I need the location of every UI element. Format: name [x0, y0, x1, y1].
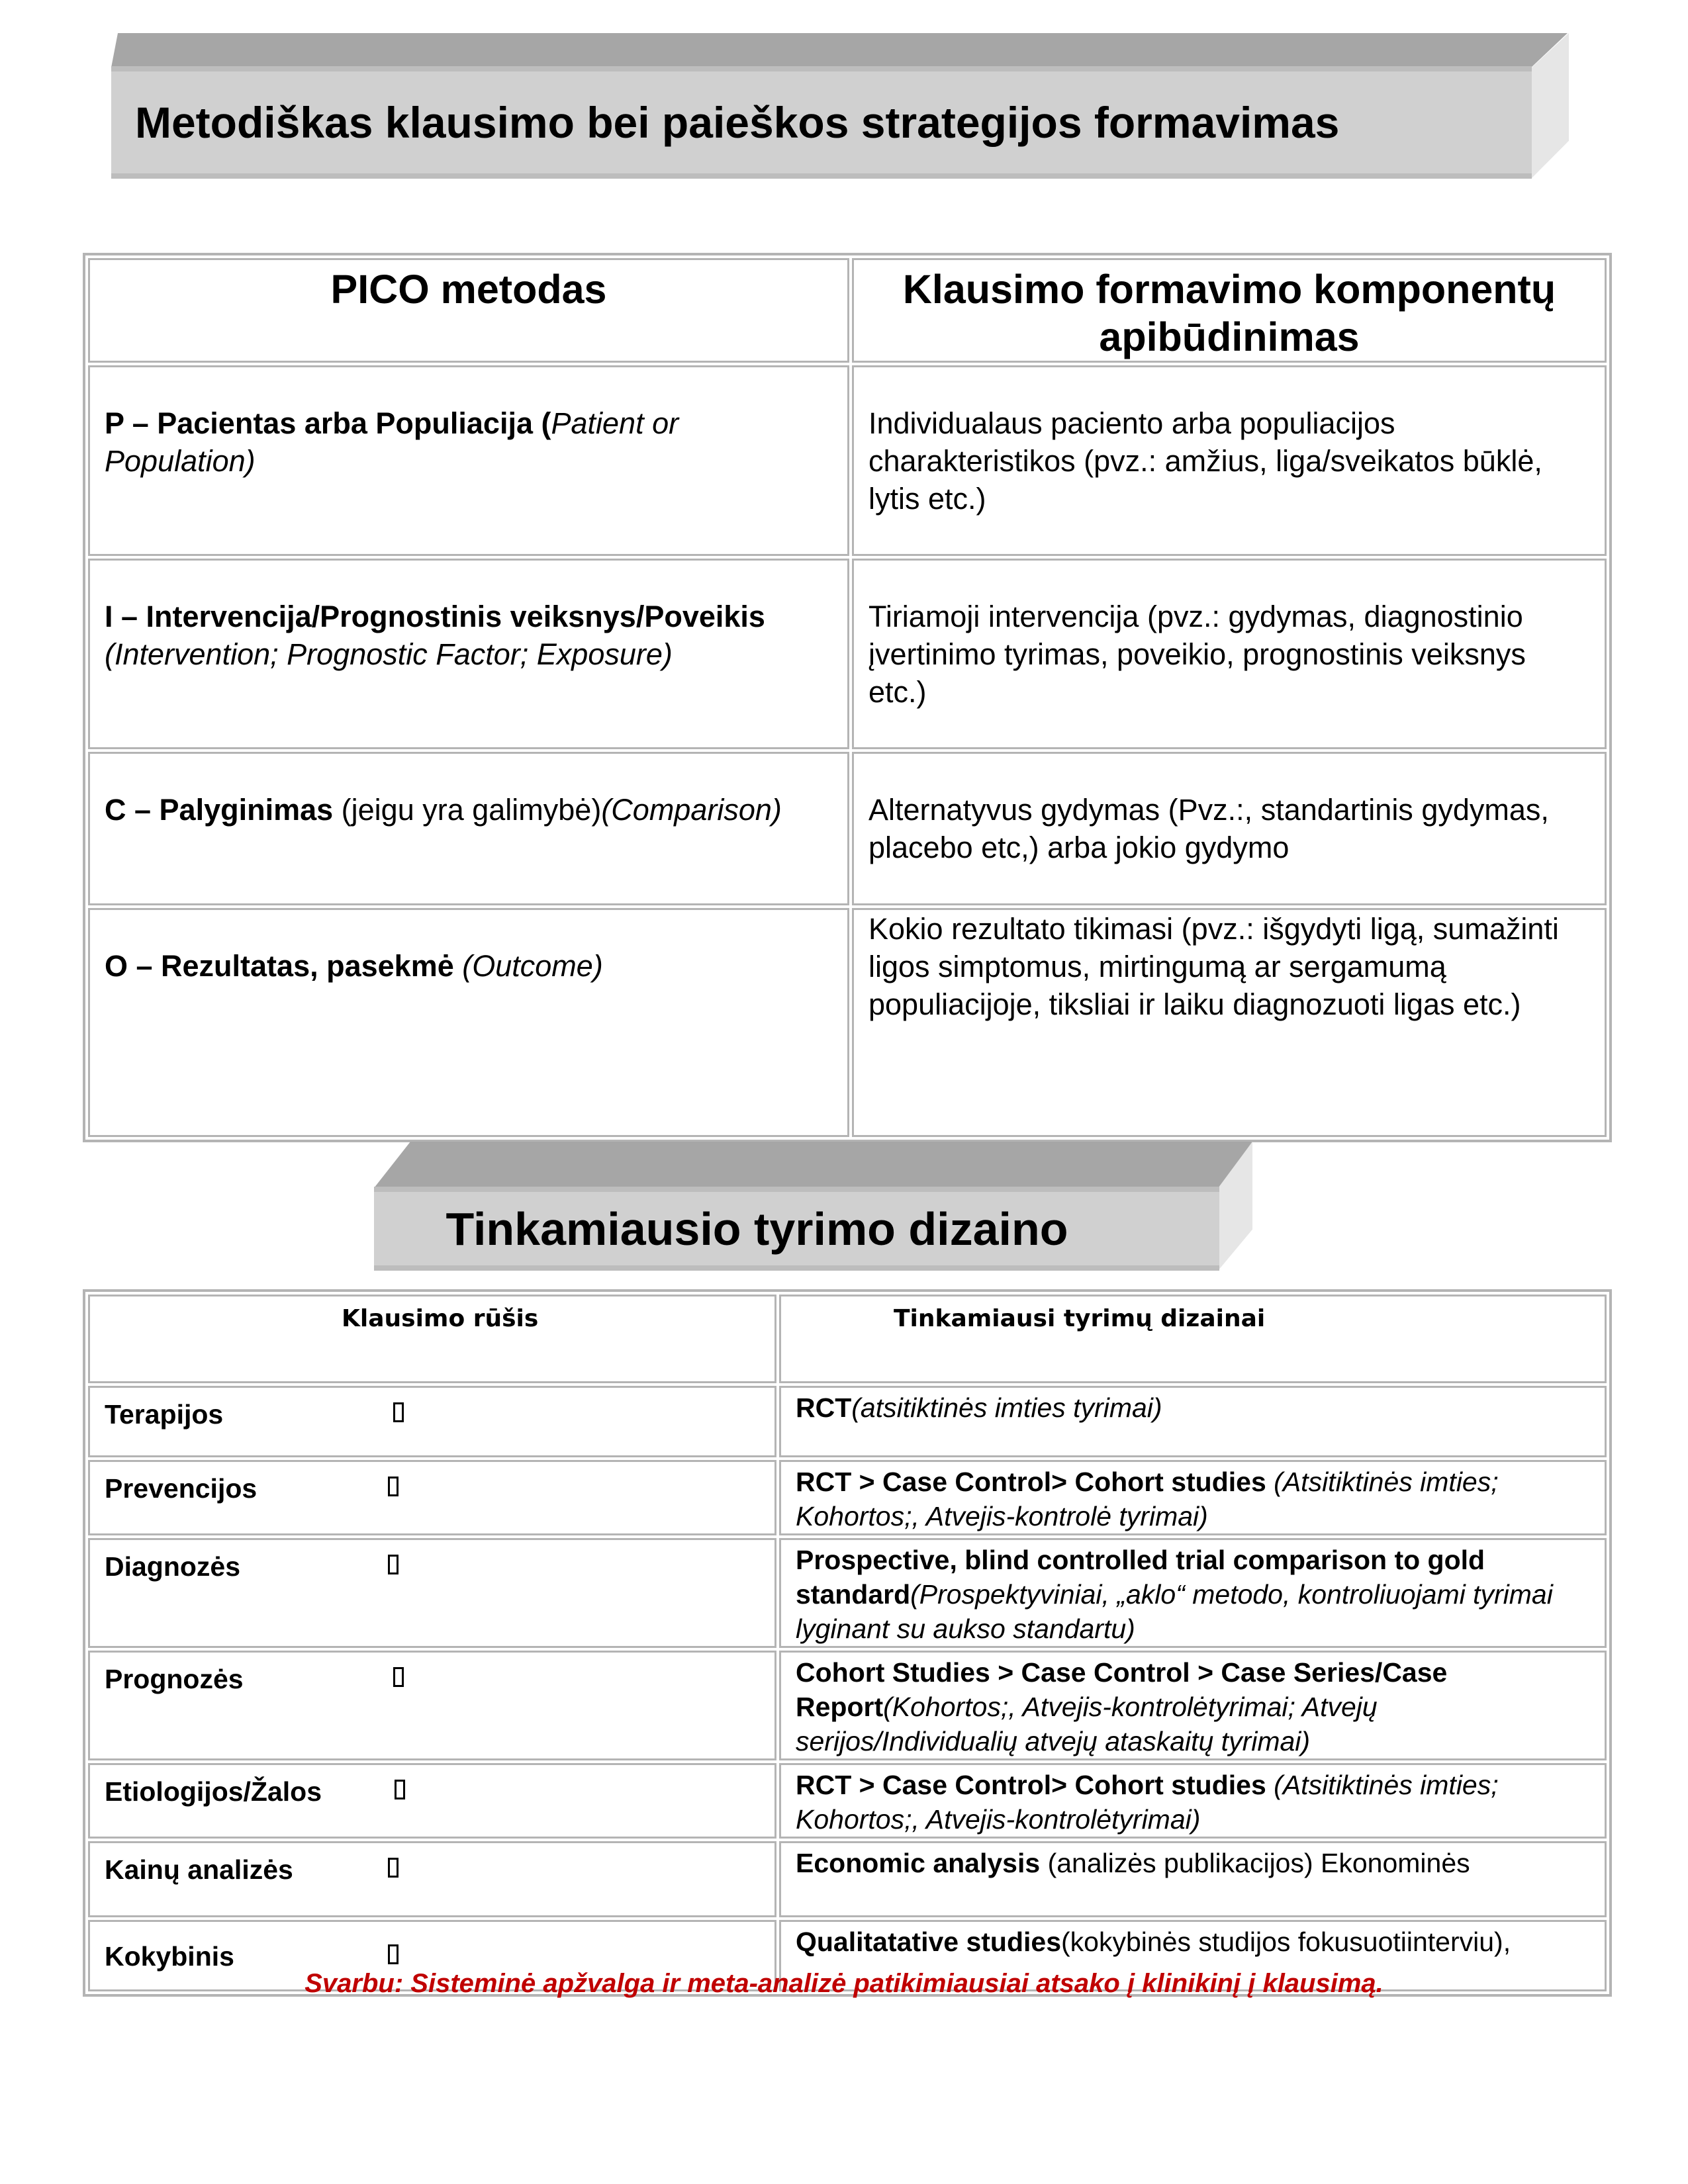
pico-term-english: (Comparison)	[601, 793, 782, 827]
table-row	[88, 365, 1607, 556]
question-type-label: Prevencijos	[105, 1473, 258, 1504]
question-type-cell	[88, 1651, 776, 1760]
pico-term-label: C – Palyginimas	[105, 793, 334, 827]
pico-description-cell: Alternatyvus gydymas (Pvz.:, standartinis gydymas, placebo etc,) arba jokio gydymo	[852, 752, 1607, 905]
table-row	[88, 908, 1607, 1137]
missing-glyph-box-icon	[393, 1402, 404, 1422]
design-name: Prospective, blind controlled trial comparison to gold standard	[796, 1545, 1485, 1610]
design-translation: (Atsitiktinės imties; Kohortos;, Atvejis-kontrolė tyrimai)	[796, 1467, 1499, 1531]
study-design-cell	[779, 1538, 1607, 1648]
question-type-label: Terapijos	[105, 1399, 224, 1430]
design-note: (kokybinės studijos fokusuotiinterviu),	[1061, 1927, 1511, 1957]
study-design-table	[83, 1289, 1612, 1997]
study-design-cell	[779, 1386, 1607, 1457]
pico-term-english: (Outcome)	[462, 949, 603, 983]
section-banner-study-design	[0, 1125, 1688, 1277]
pico-term-label: P – Pacientas arba Populiacija (	[105, 406, 551, 440]
table-row	[88, 1651, 1607, 1760]
missing-glyph-box-icon	[393, 1667, 404, 1687]
design-note: (analizės publikacijos) Ekonominės	[1040, 1848, 1470, 1878]
banner-front-face	[374, 1187, 1219, 1271]
question-type-cell	[88, 1460, 776, 1535]
table-row	[88, 1763, 1607, 1839]
pico-table	[83, 253, 1612, 1142]
design-translation: (Kohortos;, Atvejis-kontrolėtyrimai; Atvejų serijos/Individualių atvejų ataskaitų tyrimai)	[796, 1692, 1378, 1756]
design-translation: (Prospektyviniai, „aklo“ metodo, kontroliuojami tyrimai lyginant su aukso standartu)	[796, 1579, 1553, 1644]
question-type-cell	[88, 1841, 776, 1917]
table-row	[88, 559, 1607, 749]
design-translation: (atsitiktinės imties tyrimai)	[851, 1392, 1162, 1423]
table-row	[88, 1460, 1607, 1535]
design-note	[1266, 1467, 1274, 1497]
column-header-description: Klausimo formavimo komponentų apibūdinimas	[852, 258, 1607, 363]
design-name: RCT	[796, 1392, 852, 1423]
banner-front-face	[111, 66, 1532, 179]
pico-term-english: (Intervention; Prognostic Factor; Exposure)	[105, 637, 673, 671]
question-type-cell	[88, 1386, 776, 1457]
pico-description-cell: Kokio rezultato tikimasi (pvz.: išgydyti ligą, sumažinti ligos simptomus, mirtingumą ar sergamumą populiacijoje, tiksliai ir laiku diagnozuoti ligas etc.)	[852, 908, 1607, 1137]
design-name: Qualitatative studies	[796, 1927, 1062, 1957]
pico-term-note: (jeigu yra galimybė)	[333, 793, 602, 827]
section-banner-methodology	[0, 0, 1688, 185]
pico-description-cell: Tiriamoji intervencija (pvz.: gydymas, diagnostinio įvertinimo tyrimas, poveikio, prognostinis veiksnys etc.)	[852, 559, 1607, 749]
missing-glyph-box-icon	[388, 1555, 399, 1574]
banner-top-face	[374, 1142, 1252, 1188]
column-header-study-designs: Tinkamiausi tyrimų dizainai	[779, 1295, 1607, 1383]
pico-term-note	[454, 949, 463, 983]
table-row	[88, 1841, 1607, 1917]
design-name: RCT > Case Control> Cohort studies	[796, 1467, 1266, 1497]
section-title: Tinkamiausio tyrimo dizaino	[445, 1203, 1068, 1255]
design-note	[1266, 1770, 1274, 1800]
question-type-label: Kokybinis	[105, 1941, 234, 1972]
pico-term-cell	[88, 752, 849, 905]
design-name: Cohort Studies > Case Control > Case Series/Case Report	[796, 1657, 1448, 1722]
table-row	[88, 752, 1607, 905]
table-header-row	[88, 258, 1607, 363]
missing-glyph-box-icon	[388, 1944, 399, 1964]
column-header-pico: PICO metodas	[88, 258, 849, 363]
study-design-cell	[779, 1841, 1607, 1917]
pico-term-cell	[88, 559, 849, 749]
question-type-label: Prognozės	[105, 1664, 244, 1694]
design-name: Economic analysis	[796, 1848, 1041, 1878]
question-type-label: Diagnozės	[105, 1551, 241, 1582]
pico-term-cell	[88, 908, 849, 1137]
question-type-label: Kainų analizės	[105, 1854, 293, 1885]
missing-glyph-box-icon	[388, 1858, 399, 1878]
question-type-cell	[88, 1538, 776, 1648]
design-translation: (Atsitiktinės imties; Kohortos;, Atvejis-kontrolėtyrimai)	[796, 1770, 1499, 1835]
page-title: Metodiškas klausimo bei paieškos strategijos formavimas	[135, 98, 1340, 147]
banner-top-face	[111, 33, 1568, 68]
study-design-cell	[779, 1460, 1607, 1535]
pico-term-label: O – Rezultatas, pasekmė	[105, 949, 454, 983]
missing-glyph-box-icon	[395, 1780, 405, 1799]
missing-glyph-box-icon	[388, 1477, 399, 1496]
column-header-question-type: Klausimo rūšis	[88, 1295, 776, 1383]
table-row	[88, 1538, 1607, 1648]
pico-term-label: I – Intervencija/Prognostinis veiksnys/Poveikis	[105, 600, 765, 633]
study-design-cell	[779, 1651, 1607, 1760]
question-type-label: Etiologijos/Žalos	[105, 1776, 322, 1807]
pico-description-cell: Individualaus paciento arba populiacijos charakteristikos (pvz.: amžius, liga/sveikatos būklė, lytis etc.)	[852, 365, 1607, 556]
important-note: Svarbu: Sisteminė apžvalga ir meta-analizė patikimiausiai atsako į klinikinį į klausimą.	[305, 1969, 1383, 1998]
table-header-row	[88, 1295, 1607, 1383]
table-row	[88, 1386, 1607, 1457]
study-design-cell	[779, 1763, 1607, 1839]
pico-term-english: Patient or Population)	[105, 406, 679, 478]
question-type-cell	[88, 1763, 776, 1839]
pico-term-cell	[88, 365, 849, 556]
design-name: RCT > Case Control> Cohort studies	[796, 1770, 1266, 1800]
